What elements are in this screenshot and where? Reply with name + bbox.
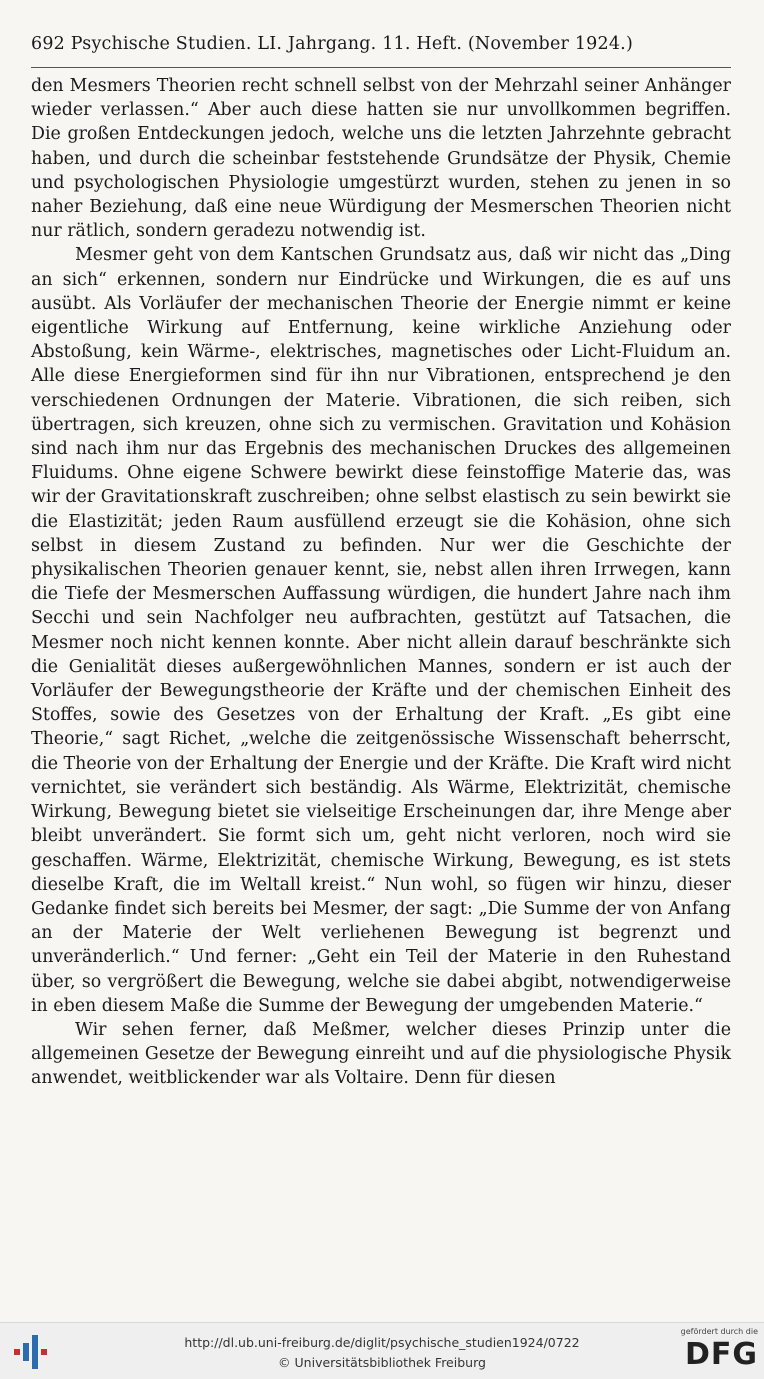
page-body xyxy=(31,74,731,1091)
copyright-text: © Universitätsbibliothek Freiburg xyxy=(278,1355,486,1370)
viewer-footer xyxy=(0,1322,764,1379)
source-url-link[interactable]: http://dl.ub.uni-freiburg.de/diglit/psychische_studien1924/0722 xyxy=(184,1335,580,1350)
dfg-logo[interactable] xyxy=(676,1327,758,1375)
paragraph-3: Wir sehen ferner, daß Meßmer, welcher dieses Prinzip unter die allgemeinen Gesetze der Bewegung einreiht und auf die physiologische Physik anwendet, weitblickender war als Voltaire. Denn für diesen xyxy=(31,1019,731,1089)
paragraph-1: den Mesmers Theorien recht schnell selbst von der Mehrzahl seiner Anhänger wieder verlassen.“ Aber auch diese hatten sie nur unvollkommen begriffen. Die großen Entdeckungen jedoch, welche uns die letzten Jahrzehnte gebracht haben, und durch die scheinbar feststehende Grundsätze der Physik, Chemie und psychologischen Physiologie umgestürzt wurden, stehen zu jenen in so naher Beziehung, daß eine neue Würdigung der Mesmerschen Theorien nicht nur rätlich, sondern geradezu notwendig ist. xyxy=(31,76,731,242)
dfg-caption: gefördert durch die xyxy=(680,1327,758,1336)
paragraph-2: Mesmer geht von dem Kantschen Grundsatz aus, daß wir nicht das „Ding an sich“ erkennen, sondern nur Eindrücke und Wirkungen, die es auf uns ausübt. Als Vorläufer der mechanischen Theorie der Energie nimmt er keine eigentliche Wirkung auf Entfernung, keine wirkliche Anziehung oder Abstoßung, kein Wärme-, elektrisches, magnetisches oder Licht-Fluidum an. Alle diese Energieformen sind für ihn nur Vibrationen, entsprechend je den verschiedenen Ordnungen der Materie. Vibrationen, die sich reiben, sich übertragen, sich kreuzen, ohne sich zu vermischen. Gravitation und Kohäsion sind nach ihm nur das Ergebnis des mechanischen Druckes des allgemeinen Fluidums. Ohne eigene Schwere bewirkt diese feinstoffige Materie das, was wir der Gravitationskraft zuschreiben; ohne selbst elastisch zu sein bewirkt sie die Elastizität; jeden Raum ausfüllend erzeugt sie die Kohäsion, ohne sich selbst in diesem Zustand zu befinden. Nur wer die Geschichte der physikalischen Theorien genauer kennt, sie, nebst allen ihren Irrwegen, kann die Tiefe der Mesmerschen Auffassung würdigen, die hundert Jahre nach ihm Secchi und sein Nachfolger neu aufbrachten, gestützt auf Tatsachen, die Mesmer noch nicht kennen konnte. Aber nicht allein darauf beschränkte sich die Genialität dieses außergewöhnlichen Mannes, sondern er ist auch der Vorläufer der Bewegungstheorie der Kräfte und der chemischen Einheit des Stoffes, sowie des Gesetzes von der Erhaltung der Kraft. „Es gibt eine Theorie,“ sagt Richet, „welche die zeitgenössische Wissenschaft beherrscht, die Theorie von der Erhaltung der Energie und der Kräfte. Die Kraft wird nicht vernichtet, sie verändert sich beständig. Als Wärme, Elektrizität, chemische Wirkung, Bewegung bietet sie vielseitige Erscheinungen dar, ihre Menge aber bleibt unverändert. Sie formt sich um, geht nicht verloren, noch wird sie geschaffen. Wärme, Elektrizität, chemische Wirkung, Bewegung, es ist stets dieselbe Kraft, die im Weltall kreist.“ Nun wohl, so fügen wir hinzu, dieser Gedanke findet sich bereits bei Mesmer, der sagt: „Die Summe der von Anfang an der Materie der Welt verliehenen Bewegung ist begrenzt und unveränderlich.“ Und ferner: „Geht ein Teil der Materie in den Ruhestand über, so vergrößert die Bewegung, welche sie dabei abgibt, notwendigerweise in eben diesem Maße die Summe der Bewegung der umgebenden Materie.“ xyxy=(31,245,731,1016)
dfg-logo-text: DFG xyxy=(684,1337,758,1372)
header-rule xyxy=(31,67,731,68)
running-header: 692 Psychische Studien. LI. Jahrgang. 11. Heft. (November 1924.) xyxy=(31,34,633,54)
